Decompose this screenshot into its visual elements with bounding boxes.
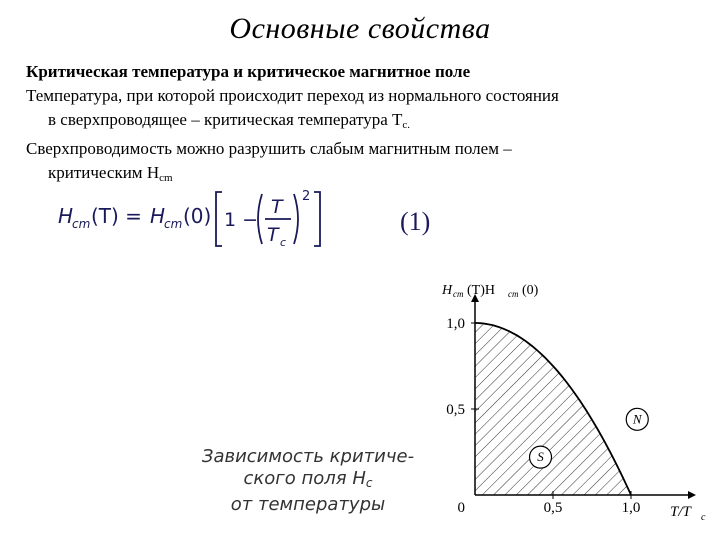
definition-line-2-text: в сверхпроводящее – критическая температура T: [48, 110, 403, 129]
definition-line-1: Температура, при которой происходит переход из нормального состояния: [26, 86, 559, 105]
y-axis-label: [441, 283, 539, 299]
x-label-sub: c: [701, 512, 706, 523]
formula-denominator: T: [267, 224, 279, 246]
x-axis-arrow: [688, 491, 696, 499]
caption-line-2-text: ского поля H: [243, 468, 366, 489]
left-bracket: [216, 192, 222, 246]
right-bracket: [314, 192, 320, 246]
s-label: S: [537, 449, 544, 465]
y-label-part: (T)H: [467, 283, 495, 298]
normal-label: [626, 408, 648, 430]
formula-one-minus: 1 −: [224, 209, 259, 231]
formula-denominator-sub: c: [280, 236, 287, 249]
formula-lhs-h: H: [58, 204, 74, 228]
superconducting-label: [530, 446, 552, 468]
formula-rhs-arg: (0): [183, 204, 212, 228]
x-tick-label: 0,5: [543, 500, 563, 516]
x-axis-label: [670, 504, 706, 523]
x-tick-label: 1,0: [621, 500, 641, 516]
hcm-subscript: cm: [159, 172, 173, 184]
equation-number: (1): [400, 207, 431, 236]
y-label-part: cm: [508, 289, 519, 299]
left-paren: [258, 194, 262, 244]
section-heading: Критическая температура и критическое магнитное поле: [26, 62, 471, 81]
definition-line-4-text: критическим H: [48, 163, 160, 182]
y-tick-label: 1,0: [446, 316, 465, 332]
superconducting-region: [475, 323, 631, 495]
tc-subscript: c.: [402, 119, 411, 131]
definition-line-3: Сверхпроводимость можно разрушить слабым магнитным полем –: [26, 139, 512, 158]
slide-title: Основные свойства: [229, 12, 491, 45]
origin-label: 0: [457, 500, 465, 516]
formula-exponent: 2: [302, 189, 311, 204]
formula-numerator: T: [271, 196, 283, 218]
y-label-part: H: [442, 283, 453, 298]
y-tick-label: 0,5: [446, 402, 465, 418]
critical-field-formula: [56, 186, 436, 252]
right-paren: [294, 194, 298, 244]
formula-rhs-sub: cm: [164, 217, 183, 231]
critical-field-chart: [418, 276, 720, 538]
body-text: [26, 60, 706, 190]
y-label-part: (0): [522, 283, 539, 298]
definition-line-2: [26, 108, 706, 137]
caption-line-2-sub: c: [365, 476, 373, 490]
x-label-text: T/T: [670, 504, 691, 520]
formula-lhs-sub: cm: [72, 217, 91, 231]
caption-line-1: Зависимость критиче-: [201, 446, 415, 467]
formula-lhs-arg: (T) =: [91, 204, 142, 228]
caption-line-3: от температуры: [230, 494, 386, 515]
figure-caption: [178, 446, 438, 516]
n-label: N: [632, 411, 642, 427]
caption-line-2: [178, 468, 438, 494]
y-label-part: cm: [453, 289, 464, 299]
formula-rhs-h: H: [150, 204, 166, 228]
